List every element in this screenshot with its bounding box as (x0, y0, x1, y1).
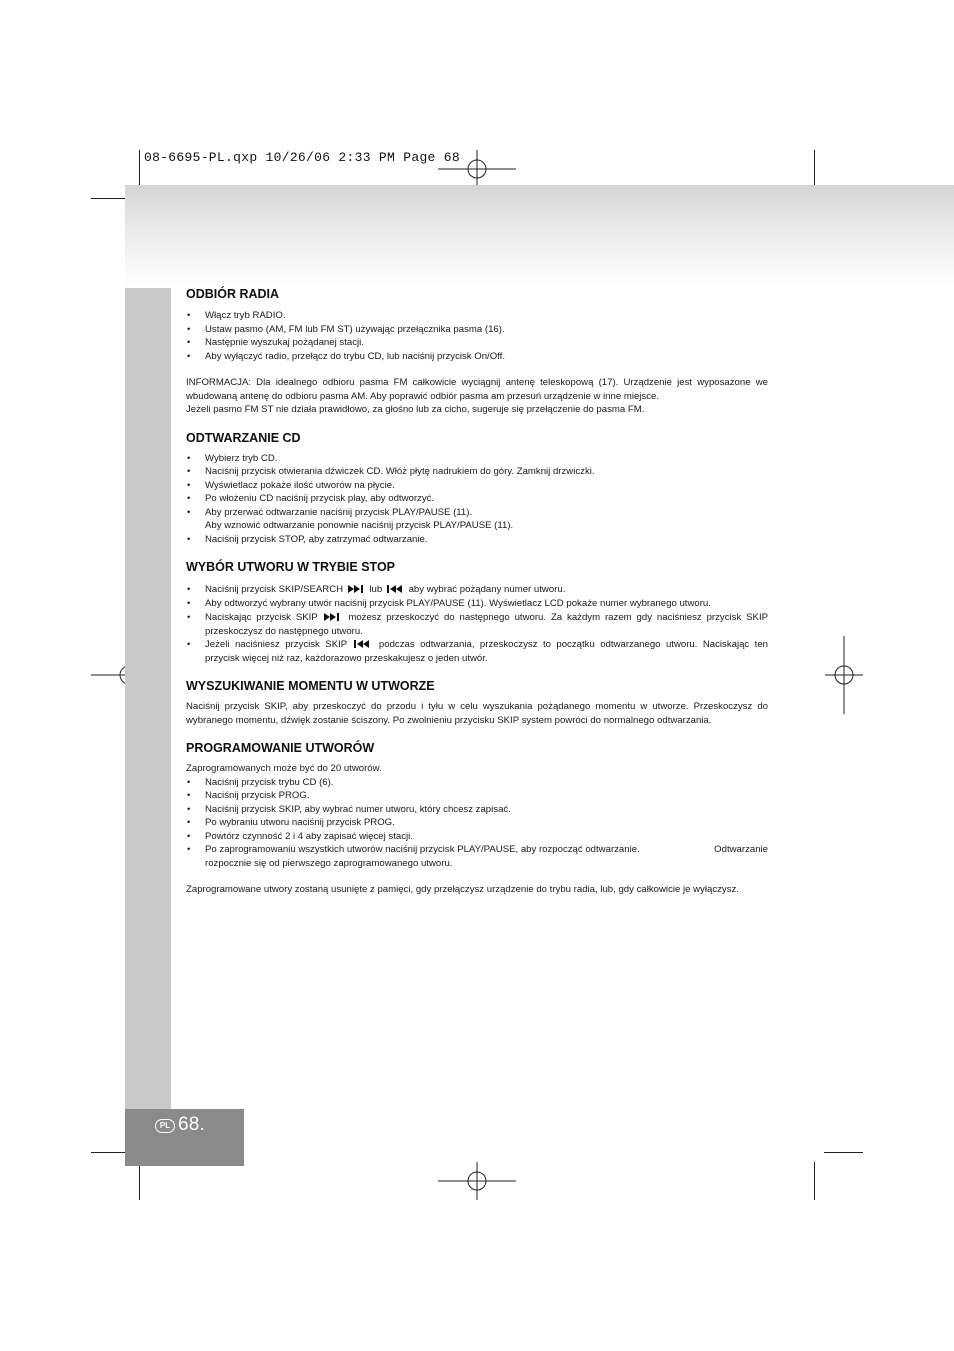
list-item: • Wyświetlacz pokaże ilość utworów na płycie. (186, 479, 768, 493)
stop-select-steps (186, 583, 768, 665)
section-title-search: WYSZUKIWANIE MOMENTU W UTWORZE (186, 679, 435, 693)
crop-mark (139, 1162, 140, 1200)
registration-target-icon (438, 150, 516, 188)
program-steps (186, 776, 768, 871)
registration-target-icon (438, 1162, 516, 1200)
list-item (186, 611, 768, 638)
manual-content (186, 286, 768, 897)
list-item (186, 506, 768, 533)
list-item: • Ustaw pasmo (AM, FM lub FM ST) używając przełącznika pasma (16). (186, 323, 768, 337)
cd-steps (186, 452, 768, 547)
section-title-cd: ODTWARZANIE CD (186, 430, 301, 445)
list-item-text: Naciskając przycisk SKIP (205, 612, 318, 623)
list-item: • Powtórz czynność 2 i 4 aby zapisać więcej stacji. (186, 830, 768, 844)
list-item-text: lub (369, 584, 383, 595)
skip-forward-icon (348, 585, 365, 593)
list-item-text: możesz przeskoczyć do następnego utworu. Za każdym razem gdy naciśniesz przycisk SKIP przeskoczysz do następnego utworu. (205, 612, 769, 637)
radio-info: INFORMACJA: Dla idealnego odbioru pasma FM całkowicie wyciągnij antenę teleskopową (17). Urządzenie jest wyposażone we wbudowaną antenę do odbioru pasma AM. Aby poprawić odbiór pasma am przesuń urządzenie w inne miejsce. (186, 377, 768, 402)
crop-mark (824, 1152, 863, 1153)
crop-mark (814, 150, 815, 188)
print-slug: 08-6695-PL.qxp 10/26/06 2:33 PM Page 68 (144, 150, 460, 165)
search-text: Naciśnij przycisk SKIP, aby przeskoczyć do przodu i tyłu w celu wyszukania pożądanego momentu w utworze. Przeskoczysz do wybranego momentu, dźwięk zostanie ściszony. Po zwolnieniu przycisku SKIP system powróci do normalnego odtwarzania. (186, 701, 768, 726)
list-item (186, 583, 768, 597)
list-item-continuation: rozpocznie się od pierwszego zaprogramowanego utworu. (205, 857, 453, 869)
list-item-text: Po zaprogramowaniu wszystkich utworów naciśnij przycisk PLAY/PAUSE, aby rozpocząć odtwarzanie. (205, 844, 640, 855)
list-item: • Naciśnij przycisk trybu CD (6). (186, 776, 768, 790)
list-item-continuation: Aby wznowić odtwarzanie ponownie naciśnij przycisk PLAY/PAUSE (11). (205, 520, 514, 531)
skip-forward-icon (324, 613, 341, 621)
list-item-text: Odtwarzanie (714, 844, 768, 855)
list-item: • Aby wyłączyć radio, przełącz do trybu CD, lub naciśnij przycisk On/Off. (186, 350, 768, 364)
skip-back-icon (354, 640, 371, 648)
page-number: 68. (178, 1114, 206, 1135)
language-badge: PL (155, 1119, 175, 1133)
list-item-text: Jeżeli naciśniesz przycisk SKIP (205, 639, 347, 650)
list-item (186, 638, 768, 665)
list-item-text: aby wybrać pożądany numer utworu. (408, 584, 566, 595)
list-item: • Naciśnij przycisk PROG. (186, 789, 768, 803)
list-item (186, 843, 768, 870)
side-bar (125, 288, 171, 1166)
list-item: • Wybierz tryb CD. (186, 452, 768, 466)
crop-mark (814, 1162, 815, 1200)
list-item: • Po wybraniu utworu naciśnij przycisk PROG. (186, 816, 768, 830)
section-title-stop-select: WYBÓR UTWORU W TRYBIE STOP (186, 560, 396, 574)
list-item: • Włącz tryb RADIO. (186, 309, 768, 323)
radio-info-fmst: Jeżeli pasmo FM ST nie działa prawidłowo, za głośno lub za cicho, sugeruje się przełączenie do pasma FM. (186, 404, 645, 415)
program-intro: Zaprogramowanych może być do 20 utworów. (186, 763, 382, 774)
list-item-text: podczas odtwarzania, przeskoczysz to początku odtwarzanego utworu. Naciskając ten przycisk więcej niż raz, każdorazowo przeskakujesz o jeden utwór. (205, 639, 769, 664)
list-item-text: Aby przerwać odtwarzanie naciśnij przycisk PLAY/PAUSE (11). (205, 506, 473, 518)
section-title-program: PROGRAMOWANIE UTWORÓW (186, 741, 375, 755)
list-item: • Naciśnij przycisk otwierania dźwiczek CD. Włóż płytę nadrukiem do góry. Zamknij drzwiczki. (186, 465, 768, 479)
list-item: • Naciśnij przycisk STOP, aby zatrzymać odtwarzanie. (186, 533, 768, 547)
header-band (125, 185, 954, 288)
list-item: • Aby odtworzyć wybrany utwór naciśnij przycisk PLAY/PAUSE (11). Wyświetlacz LCD pokaże numer wybranego utworu. (186, 597, 768, 611)
section-title-radio: ODBIÓR RADIA (186, 287, 280, 301)
registration-target-icon (825, 636, 863, 714)
crop-mark (139, 150, 140, 188)
list-item-text: Naciśnij przycisk SKIP/SEARCH (205, 584, 344, 595)
radio-steps (186, 309, 768, 363)
program-outro: Zaprogramowane utwory zostaną usunięte z pamięci, gdy przełączysz urządzenie do trybu radia, lub, gdy całkowicie je wyłączysz. (186, 884, 739, 895)
skip-back-icon (387, 585, 404, 593)
list-item: • Naciśnij przycisk SKIP, aby wybrać numer utworu, który chcesz zapisać. (186, 803, 768, 817)
list-item: • Po włożeniu CD naciśnij przycisk play, aby odtworzyć. (186, 492, 768, 506)
list-item: • Następnie wyszukaj pożądanej stacji. (186, 336, 768, 350)
